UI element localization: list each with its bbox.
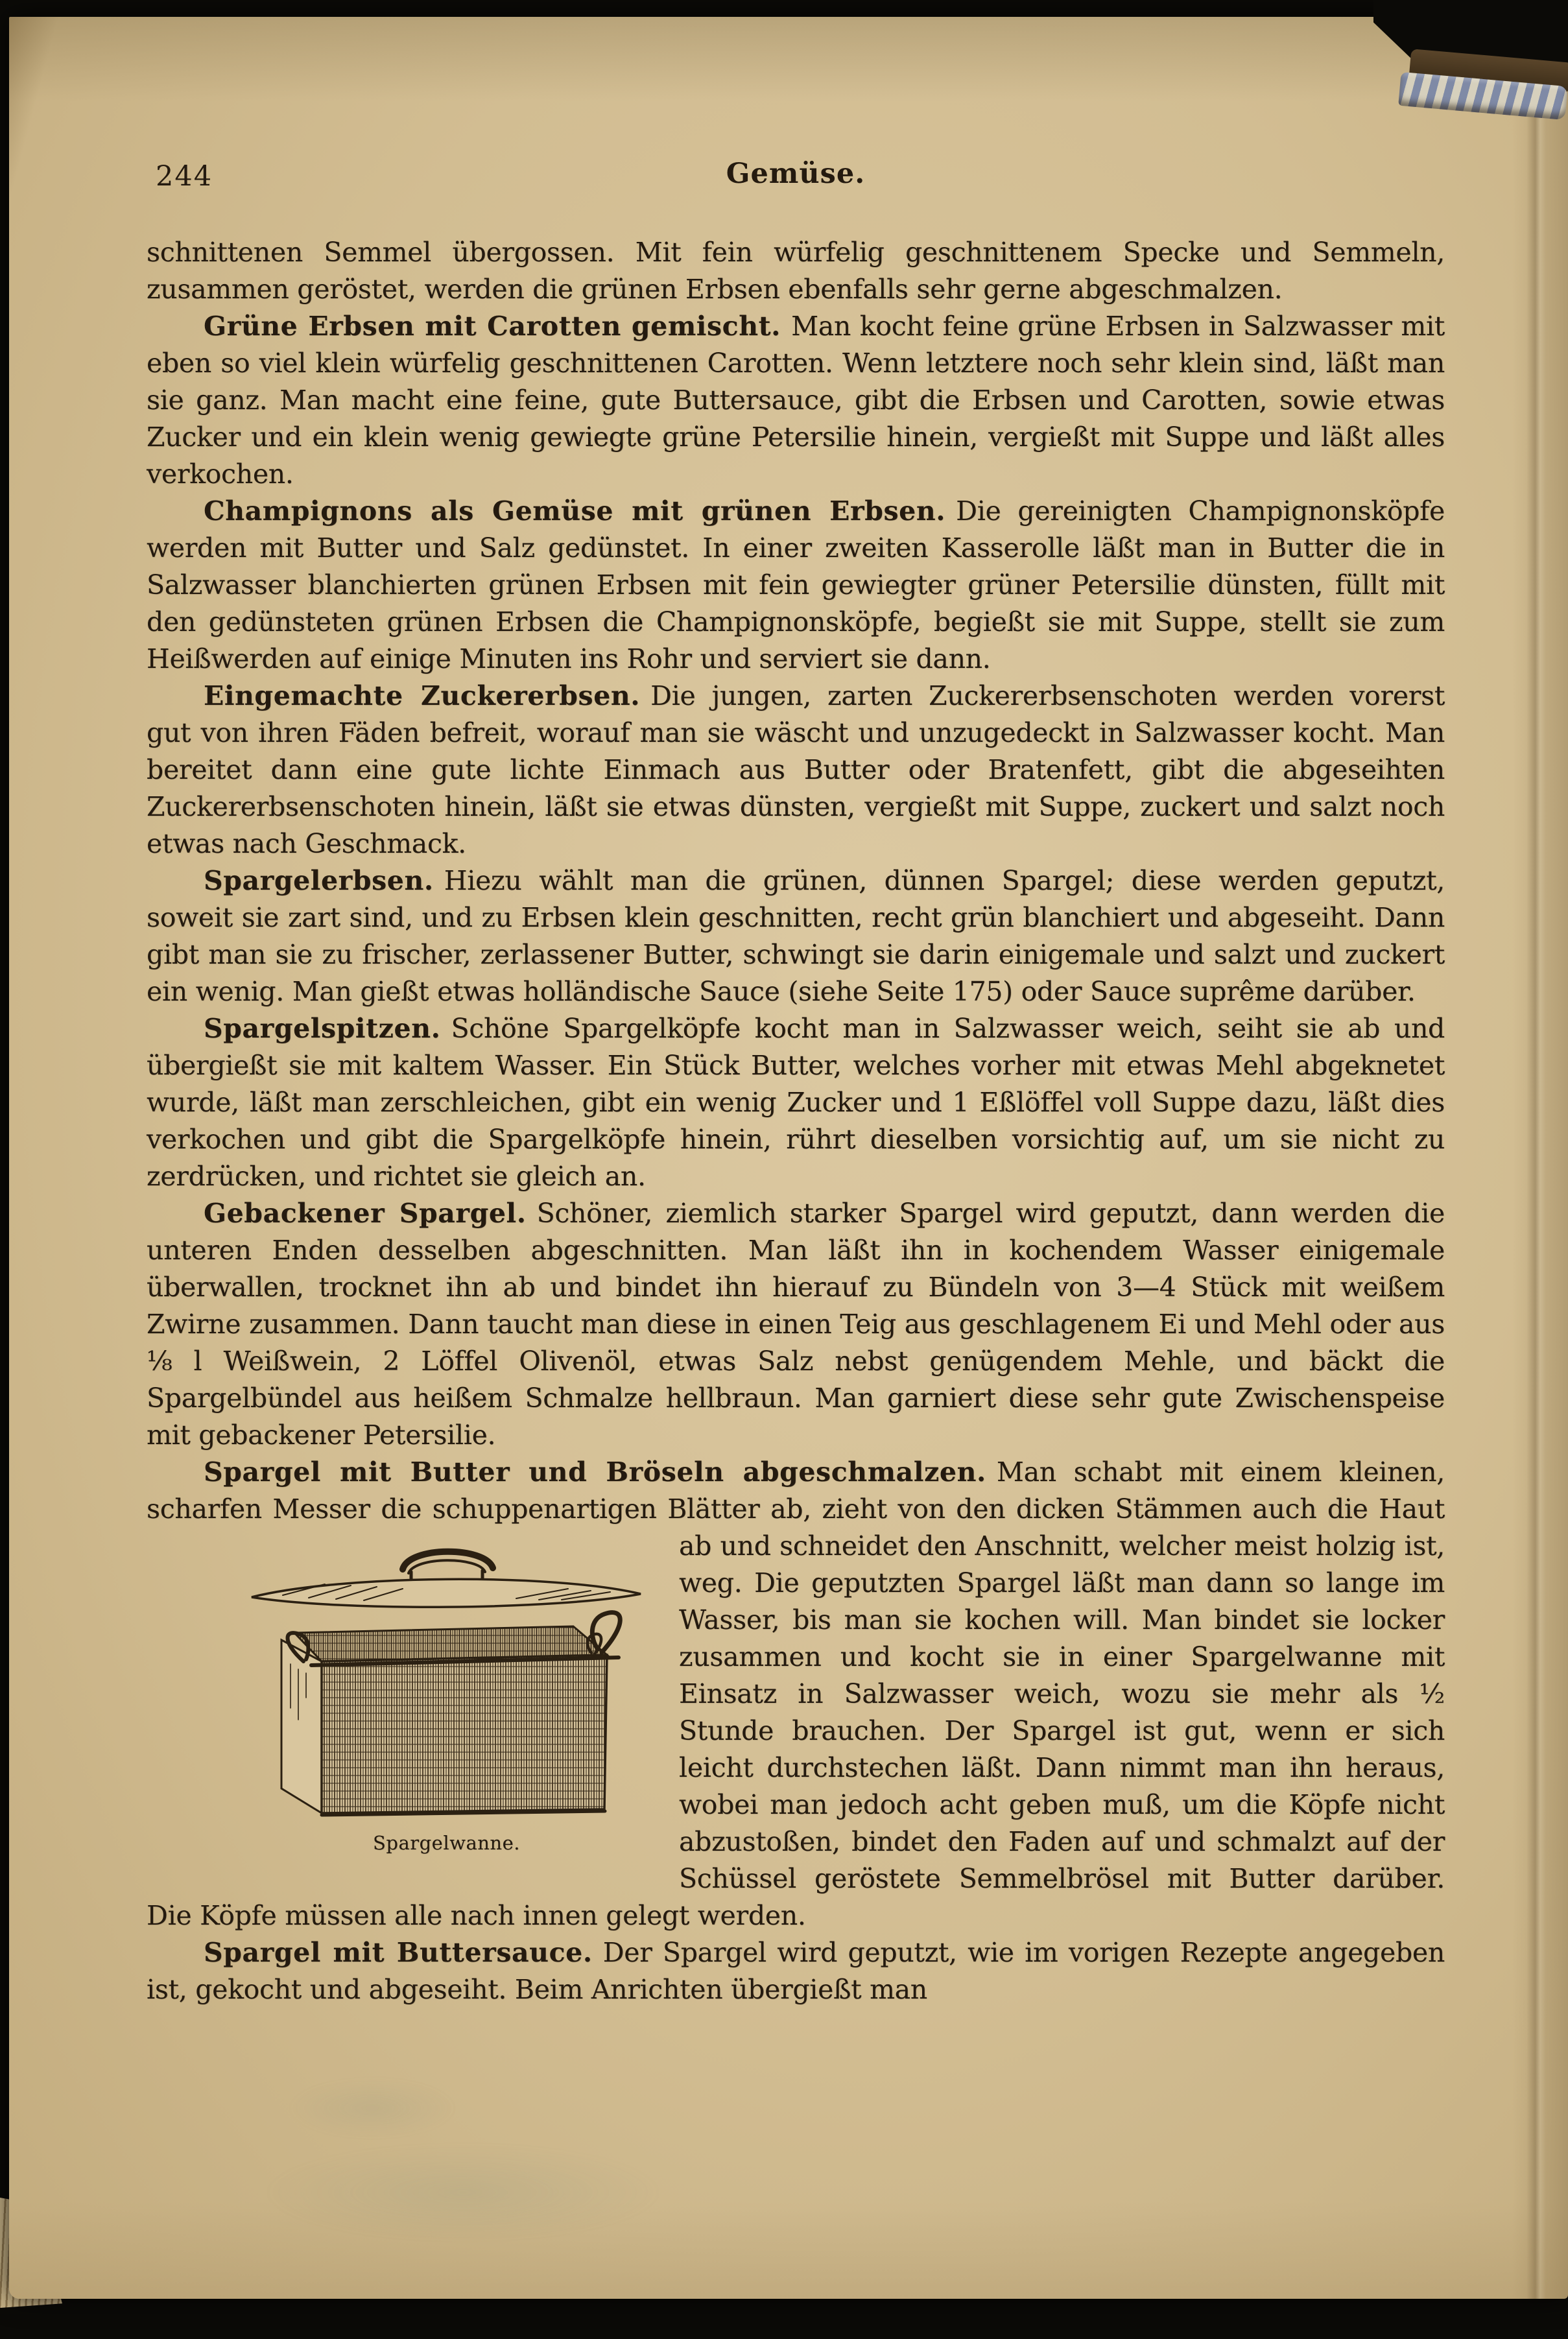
pot-front-face (322, 1655, 607, 1813)
page-crease (1526, 17, 1546, 2299)
running-header (147, 156, 1445, 202)
book-corner (1373, 0, 1568, 149)
recipe-body: Hiezu wählt man die grünen, dünnen Spargel; diese werden geputzt, soweit sie zart sind, und zu Erbsen klein geschnitten, recht grün blanchiert und abgeseiht. Dann gibt man sie zu frischer, zerlassener Butter, schwingt sie darin einigemale und salzt und zuckert ein wenig. Man gießt etwas holländische Sauce (siehe Seite 175) oder Sauce suprême darüber. (147, 865, 1445, 1007)
page-content (147, 156, 1445, 2008)
page-number: 244 (156, 160, 213, 193)
spargelwanne-figure (244, 1534, 649, 1855)
recipe-paragraph (147, 308, 1445, 493)
recipe-heading: Grüne Erbsen mit Carotten gemischt. (204, 311, 781, 342)
recipe-body-wrapped: Stämmen auch die Haut ab und schneidet den Anschnitt, welcher meist holzig ist, weg. Die geputzten Spargel läßt man dann so lange im Wasser, bis man sie kochen will. Man bindet sie locker zusammen und kocht sie in einer Spargelwanne mit Einsatz in Salzwasser weich, wozu sie mehr als ½ Stunde brauchen. Der Spargel ist gut, wenn er sich leicht durchstechen läßt. Dann nimmt man ihn heraus, wobei man jedoch acht geben muß, um die Köpfe nicht abzustoßen, bindet den Faden auf und schmalzt auf der Schüssel geröstete Semmelbrösel mit Butter darüber. Die Köpfe müssen alle nach innen gelegt werden. (147, 1493, 1445, 1931)
recipe-heading: Champignons als Gemüse mit grünen Erbsen. (204, 495, 946, 527)
recipe-heading: Gebackener Spargel. (204, 1198, 527, 1229)
recipe-body: Die jungen, zarten Zuckererbsenschoten werden vorerst gut von ihren Fäden befreit, worauf man sie wäscht und unzugedeckt in Salzwasser kocht. Man bereitet dann eine gute lichte Einmach aus Butter oder Bratenfett, gibt die abgeseihten Zuckererbsenschoten hinein, läßt sie etwas dünsten, vergießt mit Suppe, zuckert und salzt noch etwas nach Geschmack. (147, 680, 1445, 859)
recipe-heading: Eingemachte Zuckererbsen. (204, 680, 641, 711)
recipe-paragraph (147, 678, 1445, 862)
last-recipe-paragraph (147, 1934, 1445, 2008)
recipe-body: Die gereinigten Champignonsköpfe werden mit Butter und Salz gedünstet. In einer zweiten Kasserolle läßt man in Butter die in Salzwasser blanchierten grünen Erbsen mit fein gewiegter grüner Petersilie dünsten, füllt mit den gedünsteten grünen Erbsen die Champignonsköpfe, begießt sie mit Suppe, stellt sie zum Heißwerden auf einige Minuten ins Rohr und serviert sie dann. (147, 495, 1445, 674)
recipe-body: Der Spargel wird geputzt, wie im vorigen Rezepte angegeben ist, gekocht und abgeseiht. Beim Anrichten übergießt man (147, 1937, 1445, 2005)
recipe-heading: Spargelspitzen. (204, 1013, 441, 1044)
recipe-paragraph (147, 1010, 1445, 1195)
recipe-body: Man kocht feine grüne Erbsen in Salzwasser mit eben so viel klein würfelig geschnittenen Carotten. Wenn letztere noch sehr klein sind, läßt man sie ganz. Man macht eine feine, gute Buttersauce, gibt die Erbsen und Carotten, sowie etwas Zucker und ein klein wenig gewiegte grüne Petersilie hinein, vergießt mit Suppe und läßt alles verkochen. (147, 311, 1445, 490)
continuation-paragraph: schnittenen Semmel übergossen. Mit fein würfelig geschnittenem Specke und Semmeln, zusammen geröstet, werden die grünen Erbsen ebenfalls sehr gerne abgeschmalzen. (147, 237, 1445, 305)
chapter-title: Gemüse. (726, 158, 866, 190)
recipe-body: Schöner, ziemlich starker Spargel wird geputzt, dann werden die unteren Enden desselben abgeschnitten. Man läßt ihn in kochendem Wasser einigemale überwallen, trocknet ihn ab und bindet ihn hierauf zu Bündeln von 3—4 Stück mit weißem Zwirne zusammen. Dann taucht man diese in einen Teig aus geschlagenem Ei und Mehl oder aus ⅛ l Weißwein, 2 Löffel Olivenöl, etwas Salz nebst genügendem Mehle, und bäckt die Spargelbündel aus heißem Schmalze hellbraun. Man garniert diese sehr gute Zwischenspeise mit gebackener Petersilie. (147, 1198, 1445, 1451)
recipe-paragraph (147, 1195, 1445, 1454)
ink-showthrough (288, 2079, 457, 2137)
illustrated-recipe-paragraph (147, 1454, 1445, 1934)
book-page (9, 17, 1568, 2299)
recipe-body: Schöne Spargelköpfe kocht man in Salzwasser weich, seiht sie ab und übergießt sie mit kaltem Wasser. Ein Stück Butter, welches vorher mit etwas Mehl abgeknetet wurde, läßt man zerschleichen, gibt ein wenig Zucker und 1 Eßlöffel voll Suppe dazu, läßt dies verkochen und gibt die Spargelköpfe hinein, rührt dieselben vorsichtig auf, um sie nicht zu zerdrücken, und richtet sie gleich an. (147, 1013, 1445, 1192)
recipe-heading: Spargelerbsen. (204, 865, 434, 896)
pot-right-handle (592, 1613, 620, 1652)
body-text (147, 234, 1445, 2008)
recipe-heading: Spargel mit Butter und Bröseln abgeschmalzen. (204, 1456, 986, 1488)
recipe-paragraph (147, 493, 1445, 678)
figure-caption: Spargelwanne. (373, 1832, 520, 1854)
pot-lid (252, 1579, 641, 1607)
recipe-paragraph (147, 862, 1445, 1010)
recipe-heading: Spargel mit Buttersauce. (204, 1937, 593, 1968)
ink-showthrough (262, 2144, 664, 2241)
spargelwanne-engraving (244, 1534, 649, 1826)
recipe-body-intro: Man schabt mit einem kleinen, scharfen Messer die schuppenartigen Blätter ab, zieht von den dicken (147, 1456, 1445, 1525)
